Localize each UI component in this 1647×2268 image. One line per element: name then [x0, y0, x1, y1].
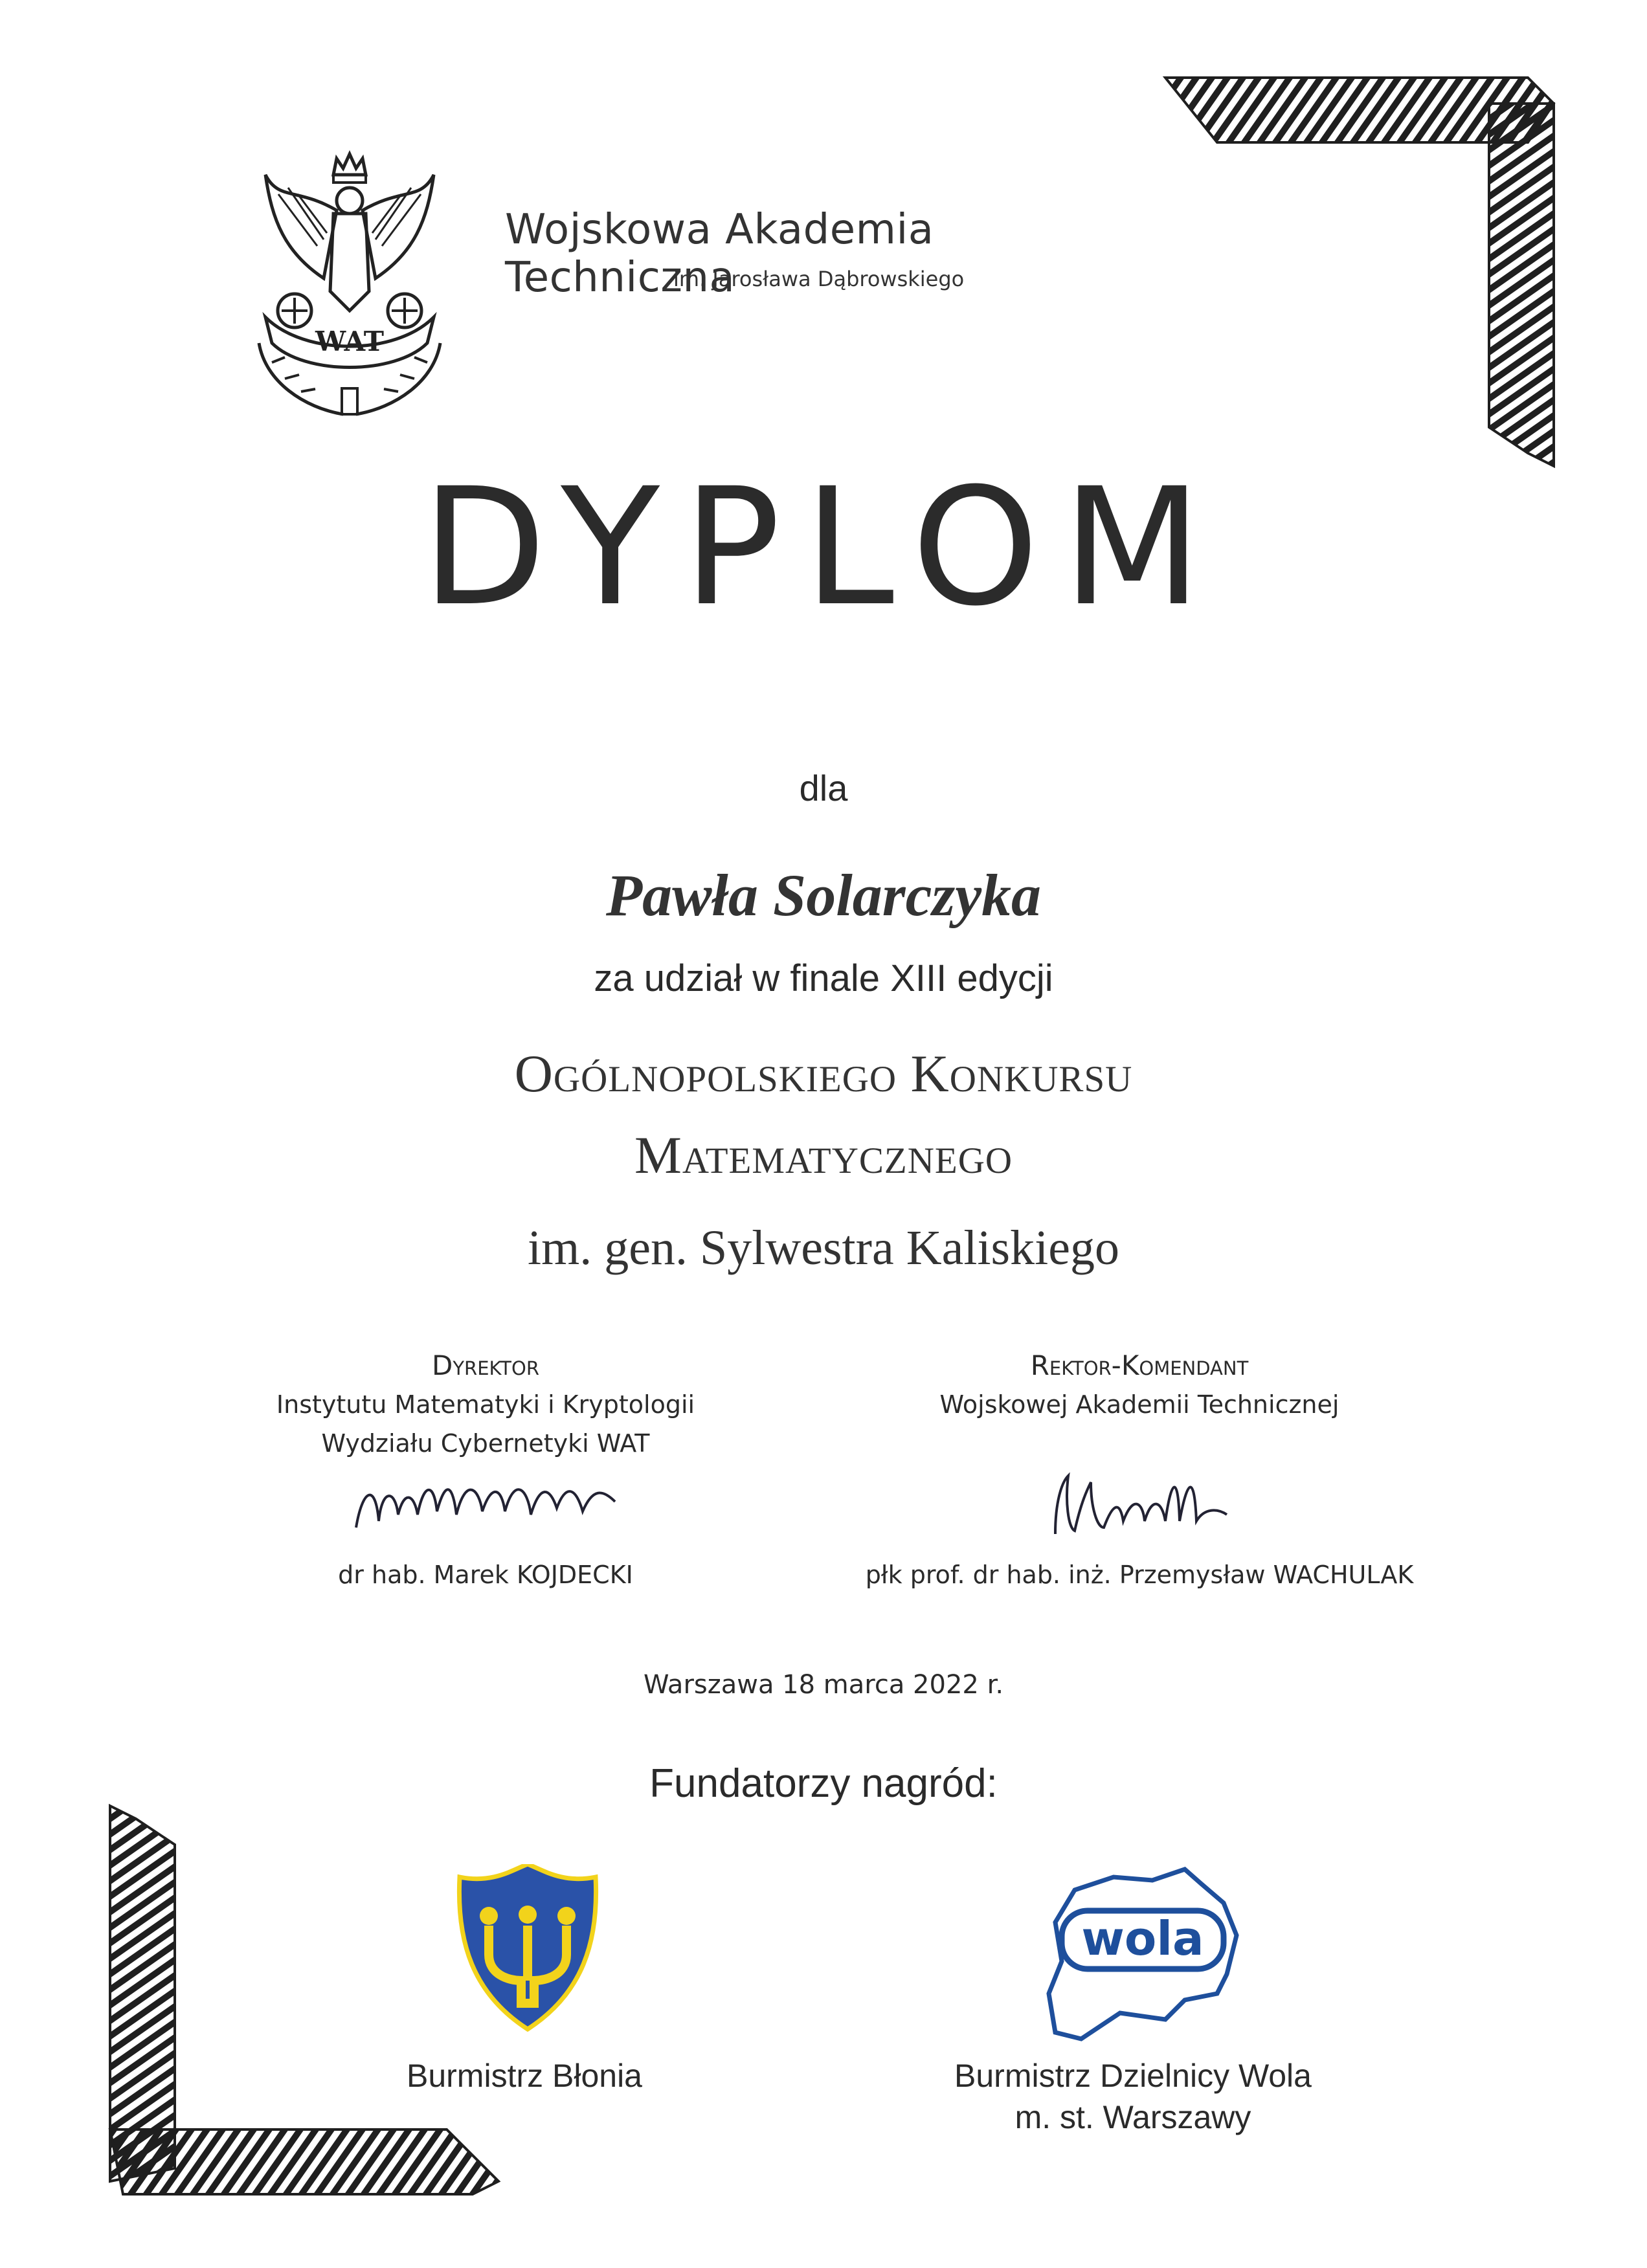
signatory-line2	[783, 1424, 1496, 1463]
for-label: dla	[799, 768, 848, 808]
signature-scribble	[1042, 1463, 1237, 1540]
wola-logo	[1036, 1864, 1249, 2045]
institution-patron: im. Jarosława Dąbrowskiego	[673, 267, 965, 291]
date-place: Warszawa 18 marca 2022 r.	[643, 1670, 1004, 1700]
participation-text: za udział w finale XIII edycji	[594, 957, 1053, 999]
sponsor-left-name: Burmistrz Błonia	[407, 2058, 642, 2094]
institution-name: Wojskowa Akademia Techniczna	[505, 206, 934, 302]
wola-logo-text: wola	[1081, 1911, 1204, 1966]
signatory-name: płk prof. dr hab. inż. Przemysław WACHULAK	[865, 1561, 1414, 1589]
wat-emblem	[240, 149, 460, 427]
signatory-line2: Wydziału Cybernetyki WAT	[321, 1429, 650, 1458]
signatory-title: Dyrektor	[432, 1350, 539, 1381]
sponsor-right	[842, 2055, 1424, 2138]
sponsors-heading: Fundatorzy nagród:	[649, 1761, 998, 1806]
diploma-title: DYPLOM	[421, 453, 1226, 641]
signatory-title: Rektor-Komendant	[1030, 1350, 1249, 1381]
sponsor-right-name-line1: Burmistrz Dzielnicy Wola	[954, 2058, 1312, 2094]
signatory-left	[129, 1346, 842, 1594]
sponsor-right-name-line2: m. st. Warszawy	[1014, 2099, 1251, 2135]
contest-patron: im. gen. Sylwestra Kaliskiego	[528, 1221, 1119, 1275]
emblem-text: WAT	[315, 326, 385, 357]
signatory-name: dr hab. Marek KOJDECKI	[338, 1561, 633, 1589]
signatory-line1: Wojskowej Akademii Technicznej	[939, 1390, 1339, 1419]
contest-name-line2: Matematycznego	[634, 1126, 1013, 1184]
wat-eagle-emblem-icon	[240, 149, 460, 427]
corner-ornament-top-right	[1139, 65, 1567, 479]
signature-scribble	[343, 1463, 628, 1540]
contest-name-line1: Ogólnopolskiego Konkursu	[514, 1044, 1133, 1103]
recipient-name: Pawła Solarczyka	[605, 862, 1042, 928]
signatory-line1: Instytutu Matematyki i Kryptologii	[276, 1390, 695, 1419]
signatory-right	[783, 1346, 1496, 1594]
blonie-coat-of-arms-icon	[453, 1864, 602, 2032]
